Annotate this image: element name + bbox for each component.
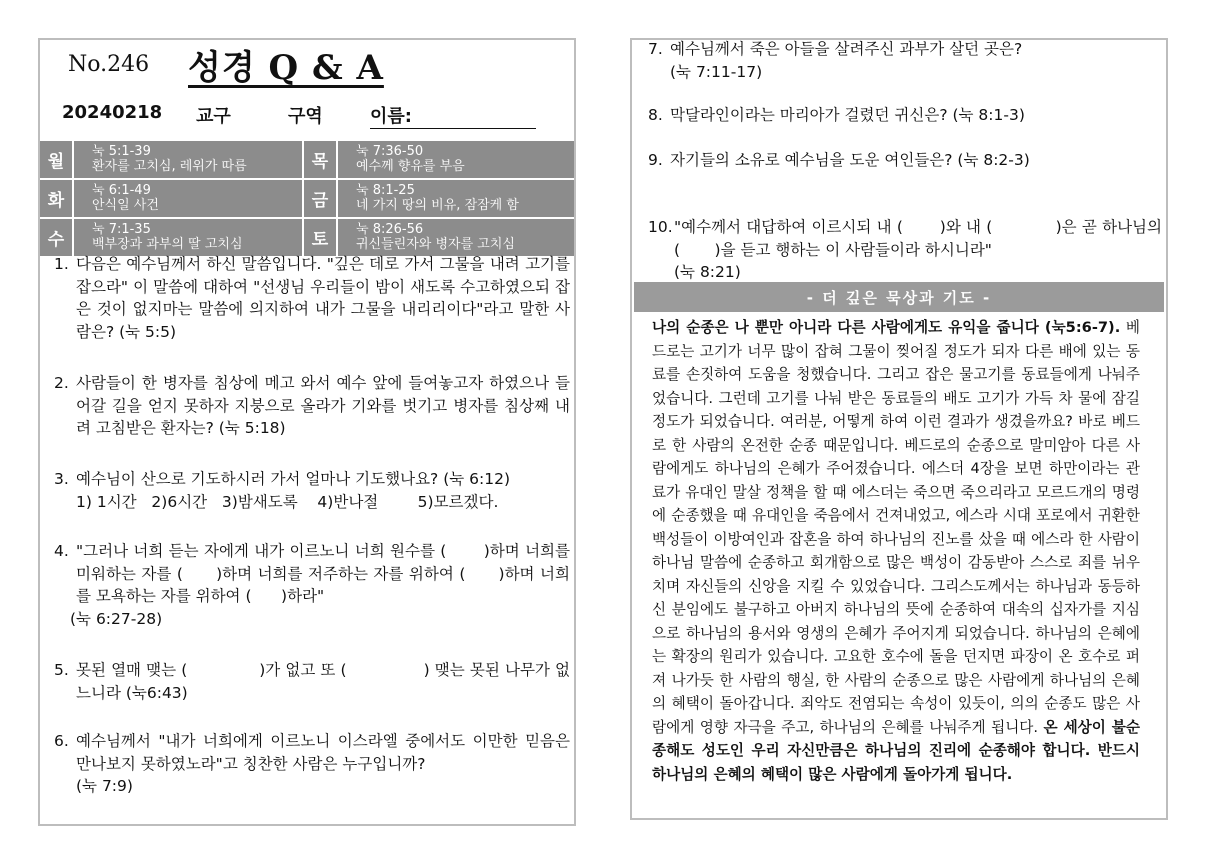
schedule-cell (74, 219, 302, 256)
question-text: 막달라인이라는 마리아가 걸렸던 귀신은? (눅 8:1-3) (670, 106, 1025, 124)
day-label: 토 (304, 219, 336, 256)
day-label: 화 (40, 180, 72, 217)
schedule-ref: 눅 5:1-39 (92, 144, 151, 159)
question-number: 10. (648, 218, 673, 236)
schedule-desc: 귀신들린자와 병자를 고치심 (356, 237, 515, 252)
reading-schedule (40, 141, 574, 258)
question-1 (54, 253, 570, 343)
question-text: "그러나 너희 듣는 자에게 내가 이르노니 너희 원수를 ( )하며 너희를 미워하는 자를 ( )하며 너희를 저주하는 자를 위하여 ( )하며 너희를 모욕하는 자를 위하여 ( )하라" (76, 542, 575, 605)
schedule-desc: 안식일 사건 (92, 198, 159, 213)
question-4 (54, 540, 575, 630)
schedule-desc: 네 가지 땅의 비유, 잠잠케 함 (356, 198, 519, 213)
schedule-ref: 눅 8:1-25 (356, 183, 415, 198)
question-number: 3. (54, 470, 69, 488)
question-text: 예수님이 산으로 기도하시러 가서 얼마나 기도했나요? (눅 6:12) (76, 470, 510, 488)
meditation-banner: - 더 깊은 묵상과 기도 - (634, 282, 1164, 312)
schedule-ref: 눅 6:1-49 (92, 183, 151, 198)
question-7 (648, 38, 1158, 83)
question-text: 다음은 예수님께서 하신 말씀입니다. "깊은 데로 가서 그물을 내려 고기를 잡으라" 이 말씀에 대하여 "선생님 우리들이 밤이 새도록 수고하였으되 잡은 것이 없지마는 말씀에 의지하여 내가 그물을 내리리이다"라고 말한 사람은? (눅 5:5) (76, 255, 570, 341)
question-10 (648, 216, 1167, 284)
schedule-cell (338, 180, 574, 217)
question-options: 1) 1시간 2)6시간 3)밤새도록 4)반나절 5)모르겠다. (76, 492, 499, 511)
schedule-cell (338, 219, 574, 256)
question-text: 예수님께서 "내가 너희에게 이르노니 이스라엘 중에서도 이만한 믿음은 만나보지 못하였노라"고 칭찬한 사람은 누구입니까? (76, 732, 570, 773)
meditation-lead: 나의 순종은 나 뿐만 아니라 다른 사람에게도 유익을 줍니다 (눅5:6-7). (652, 319, 1121, 336)
day-label: 금 (304, 180, 336, 217)
question-number: 4. (54, 542, 69, 560)
schedule-cell (74, 141, 302, 178)
schedule-row (40, 180, 574, 217)
question-ref: (눅 6:27-28) (70, 609, 163, 628)
question-text: 자기들의 소유로 예수님을 도운 여인들은? (눅 8:2-3) (670, 151, 1030, 169)
question-number: 2. (54, 374, 69, 392)
question-text: 예수님께서 죽은 아들을 살려주신 과부가 살던 곳은? (670, 40, 1023, 58)
question-text: 사람들이 한 병자를 침상에 메고 와서 예수 앞에 들여놓고자 하였으나 들어갈 길을 얻지 못하자 지붕으로 올라가 기와를 벗기고 병자를 침상째 내려 고침받은 환자는? (눅 5:18) (76, 374, 570, 437)
question-9 (648, 149, 1158, 172)
meditation-text (652, 316, 1140, 786)
schedule-ref: 눅 7:1-35 (92, 222, 151, 237)
day-label: 수 (40, 219, 72, 256)
name-field[interactable]: 이름: (370, 102, 536, 129)
date: 20240218 (62, 102, 163, 123)
page-title: 성경 Q & A (188, 48, 384, 88)
question-3 (54, 468, 570, 513)
left-panel (38, 38, 576, 826)
meditation-body: 베드로는 고기가 너무 많이 잡혀 그물이 찢어질 정도가 되자 다른 배에 있는 동료를 손짓하여 도움을 청했습니다. 그리고 잡은 물고기를 동료들에게 나눠주었습니다. 그런데 고기를 나눠 받은 동료들의 배도 고기가 가득 차 물에 잠길 정도가 되었습니다. 여러분, 어떻게 하여 이런 결과가 생겼을까요? 바로 베드로 한 사람의 온전한 순종 때문입니다. 베드로의 순종으로 말미암아 다른 사람에게도 하나님의 은혜가 주어졌습니다. 에스더 4장을 보면 하만이라는 관료가 유대인 말살 정책을 할 때 에스더는 죽으면 죽으리라고 모르드개의 명령에 순종했을 때 유대인을 죽음에서 건져내었고, 에스라 시대 포로에서 귀환한 백성들이 이방여인과 잡혼을 하여 하나님의 진노를 샀을 때 에스라 한 사람이 하나님 말씀에 순종하고 회개함으로 많은 백성이 감동받아 스스로 죄를 뉘우치며 자신들의 신앙을 지킬 수 있었습니다. 그리스도께서는 하나님과 동등하신 분임에도 불구하고 아버지 하나님의 뜻에 순종하여 대속의 십자가를 지심으로 하나님의 용서와 영생의 은혜가 주어지게 되었습니다. 하나님의 은혜에는 확장의 원리가 있습니다. 고요한 호수에 돌을 던지면 파장이 온 호수로 퍼져 나가듯 한 사람의 행실, 한 사람의 순종으로 많은 사람에게 하나님의 은혜의 혜택이 돌아갑니다. 죄악도 전염되는 속성이 있듯이, 의의 순종도 많은 사람에게 영향 자극을 주고, 하나님의 은혜를 나눠주게 됩니다. (652, 319, 1140, 736)
question-ref: (눅 8:21) (674, 263, 741, 281)
question-ref: (눅 7:11-17) (670, 62, 763, 81)
day-label: 목 (304, 141, 336, 178)
schedule-desc: 예수께 향유를 부음 (356, 159, 465, 174)
question-2 (54, 372, 570, 440)
guyeok-label: 구역 (288, 106, 323, 127)
schedule-desc: 백부장과 과부의 딸 고치심 (92, 237, 243, 252)
question-number: 7. (648, 40, 663, 58)
question-number: 9. (648, 151, 663, 169)
question-number: 8. (648, 106, 663, 124)
question-number: 1. (54, 255, 69, 273)
question-text: 못된 열매 맺는 ( )가 없고 또 ( ) 맺는 못된 나무가 없느니라 (눅6:43) (76, 661, 570, 702)
schedule-cell (338, 141, 574, 178)
question-number: 6. (54, 732, 69, 750)
question-ref: (눅 7:9) (76, 777, 133, 795)
question-text: "예수께서 대답하여 이르시되 내 ( )와 내 ( )은 곧 하나님의 ( )을 듣고 행하는 이 사람들이라 하시니라" (674, 218, 1167, 259)
schedule-ref: 눅 7:36-50 (356, 144, 424, 159)
gyogu-label: 교구 (196, 106, 231, 127)
question-5 (54, 659, 570, 704)
issue-number: No.246 (68, 52, 150, 77)
question-8 (648, 104, 1158, 127)
schedule-ref: 눅 8:26-56 (356, 222, 424, 237)
schedule-row (40, 219, 574, 256)
schedule-row (40, 141, 574, 178)
question-number: 5. (54, 661, 69, 679)
schedule-desc: 환자를 고치심, 레위가 따름 (92, 159, 247, 174)
right-panel (630, 38, 1168, 820)
meditation-closing: 온 세상이 불순종해도 성도인 우리 자신만큼은 하나님의 진리에 순종해야 합니다. 반드시 하나님의 은혜의 혜택이 많은 사람에게 돌아가게 됩니다. (652, 718, 1140, 783)
question-6 (54, 730, 570, 798)
schedule-cell (74, 180, 302, 217)
day-label: 월 (40, 141, 72, 178)
